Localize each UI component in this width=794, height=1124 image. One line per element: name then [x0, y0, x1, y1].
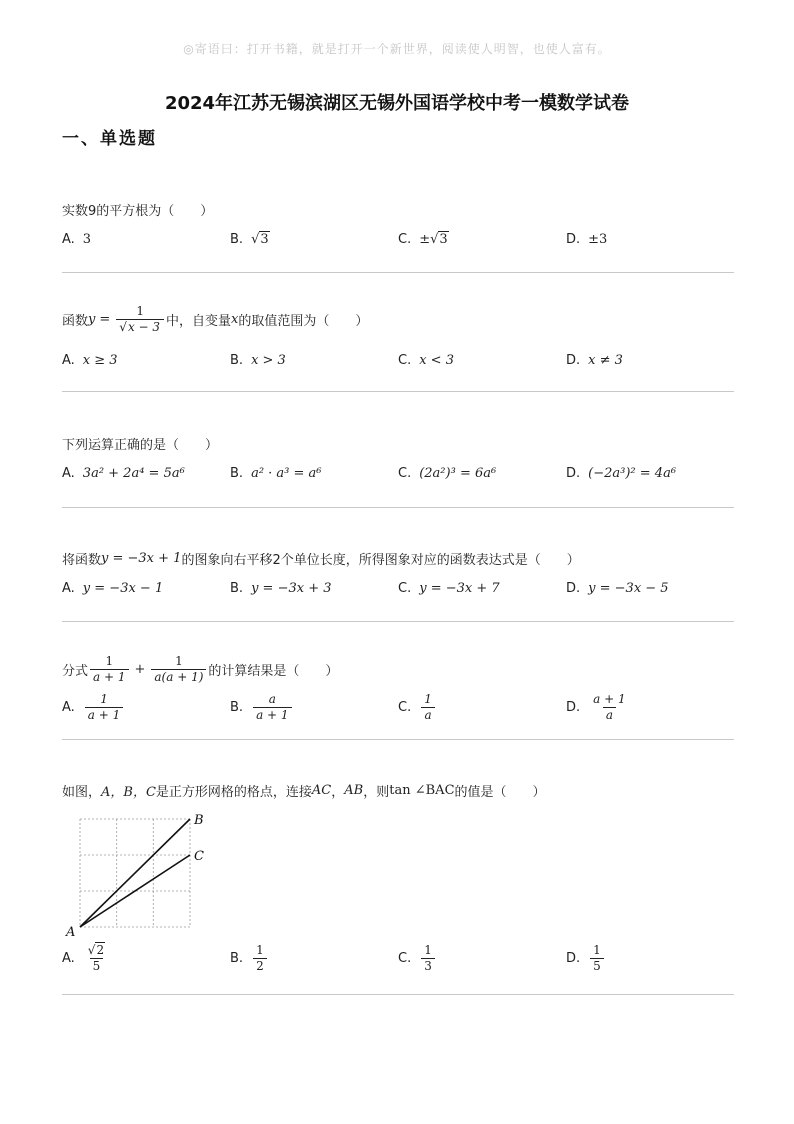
option-a[interactable] — [62, 581, 163, 596]
fraction-denominator: 5 — [90, 958, 104, 974]
divider — [62, 994, 734, 995]
option-text: y = −3x + 7 — [419, 581, 500, 596]
fraction — [116, 304, 164, 335]
option-label: D. — [566, 581, 581, 596]
option-d[interactable] — [566, 581, 669, 596]
option-label: A. — [62, 353, 75, 368]
divider — [62, 739, 734, 740]
point-label-c: C — [194, 849, 204, 864]
option-b[interactable] — [230, 232, 270, 247]
stem-text: 分式 — [62, 664, 89, 679]
stem-text: 实数9的平方根为（ — [62, 204, 175, 219]
fraction-denominator: a + 1 — [90, 669, 128, 685]
stem-text: ） — [325, 664, 339, 679]
math-segment: AB — [344, 783, 364, 798]
stem-text: ） — [355, 314, 369, 329]
stem-text: ，则 — [363, 785, 390, 800]
option-text: y = −3x − 5 — [588, 581, 669, 596]
math-op: = — [99, 312, 111, 327]
option-a[interactable] — [62, 943, 110, 974]
fraction — [90, 654, 128, 685]
fraction-denominator: 2 — [253, 958, 267, 974]
option-label: A. — [62, 232, 75, 247]
option-c[interactable] — [398, 692, 437, 723]
fraction — [85, 692, 123, 723]
fraction — [421, 943, 435, 974]
option-d[interactable] — [566, 466, 676, 481]
divider — [62, 507, 734, 508]
point-label-a: A — [66, 925, 76, 939]
stem-text: ） — [532, 785, 546, 800]
question-stem — [62, 781, 546, 800]
option-c[interactable] — [398, 581, 500, 596]
option-label: D. — [566, 353, 581, 368]
fraction-numerator: a + 1 — [593, 692, 626, 706]
fraction-numerator: 1 — [424, 943, 432, 957]
fraction — [151, 654, 206, 685]
segment-ab — [80, 819, 190, 927]
option-text: ±3 — [588, 232, 608, 247]
option-text: x < 3 — [419, 353, 454, 368]
fraction — [421, 692, 435, 723]
option-label: A. — [62, 466, 75, 481]
stem-text: 的值是（ — [454, 785, 507, 800]
option-label: B. — [230, 581, 244, 596]
option-b[interactable] — [230, 943, 269, 974]
radicand: 2 — [96, 943, 105, 957]
divider — [62, 272, 734, 273]
stem-text: ） — [200, 204, 214, 219]
option-label: D. — [566, 232, 581, 247]
divider — [62, 391, 734, 392]
math-expression: y = −3x + 1 — [101, 551, 182, 566]
radicand: 3 — [260, 232, 269, 247]
stem-text: 下列运算正确的是（ — [62, 438, 180, 453]
fraction-numerator: a — [268, 692, 276, 706]
option-d[interactable] — [566, 232, 607, 247]
math-var: y — [88, 312, 96, 327]
option-label: D. — [566, 466, 581, 481]
fraction-denominator: a — [603, 707, 616, 723]
question-stem — [62, 549, 580, 568]
fraction — [253, 943, 267, 974]
stem-text: ） — [205, 438, 219, 453]
option-a[interactable] — [62, 232, 91, 247]
stem-text: 的计算结果是（ — [208, 664, 300, 679]
question-stem — [62, 434, 218, 453]
section-heading: 一、单选题 — [62, 129, 157, 149]
fraction-numerator: 1 — [593, 943, 601, 957]
fraction-denominator: a + 1 — [85, 707, 123, 723]
radicand: 3 — [439, 232, 448, 247]
fraction-denominator: a + 1 — [253, 707, 291, 723]
option-text: a² · a³ = a⁶ — [251, 466, 322, 481]
option-label: B. — [230, 700, 244, 715]
sqrt-expression: √3 — [251, 232, 269, 247]
option-label: B. — [230, 466, 244, 481]
fraction-denominator: a — [421, 707, 434, 723]
option-label: C. — [398, 581, 412, 596]
fraction-denominator: 3 — [421, 958, 435, 974]
stem-text: 的取值范围为（ — [238, 314, 330, 329]
option-text: x ≥ 3 — [82, 353, 118, 368]
option-d[interactable] — [566, 943, 606, 974]
point-label-b: B — [194, 813, 204, 828]
fraction — [85, 943, 108, 974]
option-a[interactable] — [62, 353, 118, 368]
option-text: x ≠ 3 — [588, 353, 623, 368]
option-c[interactable] — [398, 353, 454, 368]
option-d[interactable] — [566, 353, 623, 368]
option-text: (−2a³)² = 4a⁶ — [588, 466, 677, 481]
option-label: B. — [230, 353, 244, 368]
math-points: A，B，C — [101, 785, 156, 800]
option-label: C. — [398, 353, 412, 368]
fraction — [590, 943, 604, 974]
stem-text: 函数 — [62, 314, 89, 329]
option-label: A. — [62, 700, 75, 715]
math-segment: AC — [311, 783, 332, 798]
motto: ◎寄语曰：打开书籍，就是打开一个新世界，阅读使人明智，也使人富有。 — [183, 42, 611, 56]
stem-text: 将函数 — [62, 553, 102, 568]
math-expression: tan ∠BAC — [389, 783, 455, 798]
option-b[interactable] — [230, 692, 294, 723]
fraction-denominator: 5 — [590, 958, 604, 974]
question-stem — [62, 200, 213, 219]
fraction-numerator: 1 — [424, 692, 432, 706]
option-b[interactable] — [230, 466, 322, 481]
divider — [62, 621, 734, 622]
fraction-denominator: √x − 3 — [116, 319, 164, 335]
fraction-numerator: 1 — [256, 943, 264, 957]
page-title: 2024年江苏无锡滨湖区无锡外国语学校中考一模数学试卷 — [164, 93, 630, 114]
option-c[interactable] — [398, 232, 449, 247]
option-label: B. — [230, 232, 244, 247]
option-text: x > 3 — [251, 353, 286, 368]
option-label: B. — [230, 951, 244, 966]
fraction-denominator: a(a + 1) — [151, 669, 206, 685]
question-stem — [62, 304, 368, 335]
math-var: x — [231, 312, 239, 327]
stem-text: ， — [331, 785, 345, 800]
option-d[interactable] — [566, 692, 631, 723]
sqrt-expression: √3 — [430, 232, 448, 247]
option-text: y = −3x + 3 — [251, 581, 332, 596]
option-a[interactable] — [62, 692, 125, 723]
option-c[interactable] — [398, 466, 496, 481]
fraction-numerator: √2 — [87, 943, 105, 957]
stem-text: 如图， — [62, 785, 102, 800]
option-text: (2a²)³ = 6a⁶ — [419, 466, 497, 481]
option-label: C. — [398, 951, 412, 966]
option-b[interactable] — [230, 581, 332, 596]
fraction — [253, 692, 291, 723]
option-text: 3 — [82, 232, 92, 247]
grid-figure — [62, 809, 222, 939]
fraction-numerator: 1 — [136, 304, 144, 318]
fraction-numerator: 1 — [175, 654, 183, 668]
option-text: ± — [419, 232, 431, 247]
math-op: + — [134, 662, 146, 677]
option-text: 3a² + 2a⁴ = 5a⁶ — [82, 466, 185, 481]
option-label: C. — [398, 466, 412, 481]
question-stem — [62, 654, 338, 685]
stem-text: ） — [566, 553, 580, 568]
fraction-numerator: 1 — [100, 692, 108, 706]
option-a[interactable] — [62, 466, 185, 481]
option-b[interactable] — [230, 353, 286, 368]
fraction-numerator: 1 — [105, 654, 114, 668]
option-label: D. — [566, 700, 581, 715]
fraction — [590, 692, 628, 723]
radicand: x − 3 — [127, 320, 161, 334]
option-text: y = −3x − 1 — [82, 581, 164, 596]
option-label: A. — [62, 581, 75, 596]
option-label: A. — [62, 951, 75, 966]
option-label: C. — [398, 700, 412, 715]
option-c[interactable] — [398, 943, 437, 974]
option-label: D. — [566, 951, 581, 966]
stem-text: 中，自变量 — [166, 314, 232, 329]
stem-text: 的图象向右平移2个单位长度，所得图象对应的函数表达式是（ — [181, 553, 541, 568]
stem-text: 是正方形网格的格点，连接 — [155, 785, 312, 800]
option-label: C. — [398, 232, 412, 247]
